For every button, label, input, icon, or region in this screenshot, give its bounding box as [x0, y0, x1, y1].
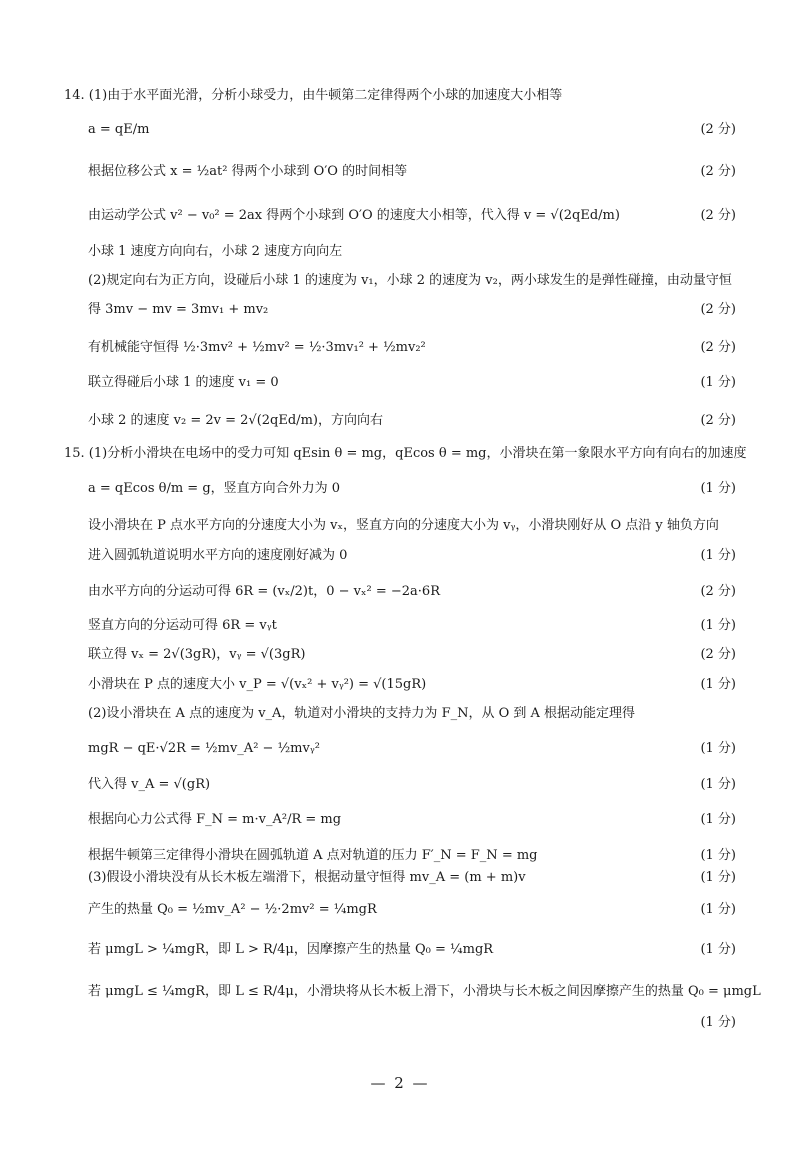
line-1: [0, 84, 800, 108]
line-score: (2 分): [700, 122, 736, 137]
line-text: (2)规定向右为正方向，设碰后小球 1 的速度为 v₁，小球 2 的速度为 v₂，两小球发生的是弹性碰撞，由动量守恒: [88, 273, 732, 288]
line-score: (1 分): [700, 741, 736, 756]
line-15: [0, 580, 800, 604]
line-score: (2 分): [700, 208, 736, 223]
line-text: 若 μmgL ≤ ¼mgR，即 L ≤ R/4μ，小滑块将从长木板上滑下，小滑块与长木板之间因摩擦产生的热量 Q₀ = μmgL: [88, 984, 761, 999]
line-8: [0, 336, 800, 360]
line-2: [0, 118, 800, 142]
line-text: 设小滑块在 P 点水平方向的分速度大小为 vₓ，竖直方向的分速度大小为 vᵧ，小滑块刚好从 O 点沿 y 轴负方向: [88, 518, 719, 533]
line-text: (2)设小滑块在 A 点的速度为 v_A，轨道对小滑块的支持力为 F_N，从 O 到 A 根据动能定理得: [88, 706, 636, 721]
line-score: (1 分): [700, 1015, 736, 1030]
line-5: [0, 240, 800, 264]
line-text: 根据牛顿第三定律得小滑块在圆弧轨道 A 点对轨道的压力 F′_N = F_N = mg: [88, 848, 538, 863]
line-score: (1 分): [700, 375, 736, 390]
line-score: (2 分): [700, 647, 736, 662]
line-score: (1 分): [700, 548, 736, 563]
line-text: 代入得 v_A = √(gR): [88, 777, 211, 792]
line-score: (2 分): [700, 584, 736, 599]
line-score: (1 分): [700, 677, 736, 692]
line-text: 小球 2 的速度 v₂ = 2v = 2√(2qEd/m)，方向向右: [88, 413, 383, 428]
line-6: [0, 269, 800, 293]
line-14: [0, 544, 800, 568]
line-text: 15. (1)分析小滑块在电场中的受力可知 qEsin θ = mg，qEcos θ = mg，小滑块在第一象限水平方向有向右的加速度: [64, 446, 747, 461]
line-text: 根据向心力公式得 F_N = m·v_A²/R = mg: [88, 812, 342, 827]
line-19: [0, 702, 800, 726]
page-number: — 2 —: [370, 1074, 430, 1092]
line-score: (1 分): [700, 618, 736, 633]
line-score: (2 分): [700, 302, 736, 317]
line-text: 联立得 vₓ = 2√(3gR)，vᵧ = √(3gR): [88, 647, 306, 662]
line-score: (1 分): [700, 902, 736, 917]
line-text: 竖直方向的分运动可得 6R = vᵧt: [88, 618, 277, 633]
line-score: (1 分): [700, 942, 736, 957]
line-22: [0, 808, 800, 832]
line-10: [0, 409, 800, 433]
line-13: [0, 514, 800, 538]
line-text: 14. (1)由于水平面光滑，分析小球受力，由牛顿第二定律得两个小球的加速度大小相等: [64, 88, 563, 103]
line-text: mgR − qE·√2R = ½mv_A² − ½mvᵧ²: [88, 741, 320, 756]
line-text: 小球 1 速度方向向右，小球 2 速度方向向左: [88, 244, 343, 259]
line-text: 得 3mv − mv = 3mv₁ + mv₂: [88, 302, 269, 317]
line-9: [0, 371, 800, 395]
line-20: [0, 737, 800, 761]
line-score: (2 分): [700, 164, 736, 179]
line-text: 产生的热量 Q₀ = ½mv_A² − ½·2mv² = ¼mgR: [88, 902, 377, 917]
line-11: [0, 442, 800, 466]
line-text: 联立得碰后小球 1 的速度 v₁ = 0: [88, 375, 279, 390]
line-23: [0, 844, 800, 868]
line-21: [0, 773, 800, 797]
line-text: 若 μmgL > ¼mgR，即 L > R/4μ，因摩擦产生的热量 Q₀ = ¼mgR: [88, 942, 494, 957]
line-17: [0, 643, 800, 667]
line-25: [0, 898, 800, 922]
line-12: [0, 477, 800, 501]
line-text: 由水平方向的分运动可得 6R = (vₓ/2)t，0 − vₓ² = −2a·6R: [88, 584, 440, 599]
line-score: (1 分): [700, 812, 736, 827]
line-text: 根据位移公式 x = ½at² 得两个小球到 O′O 的时间相等: [88, 164, 408, 179]
line-text: 进入圆弧轨道说明水平方向的速度刚好减为 0: [88, 548, 348, 563]
line-score: (1 分): [700, 870, 736, 885]
line-28: [0, 1011, 800, 1035]
line-score: (1 分): [700, 777, 736, 792]
line-text: a = qEcos θ/m = g，竖直方向合外力为 0: [88, 481, 341, 496]
line-7: [0, 298, 800, 322]
line-24: [0, 866, 800, 890]
line-27: [0, 980, 800, 1004]
line-score: (1 分): [700, 848, 736, 863]
line-score: (1 分): [700, 481, 736, 496]
line-score: (2 分): [700, 340, 736, 355]
line-3: [0, 160, 800, 184]
line-text: (3)假设小滑块没有从长木板左端滑下，根据动量守恒得 mv_A = (m + m)v: [88, 870, 526, 885]
line-4: [0, 204, 800, 228]
line-18: [0, 673, 800, 697]
line-score: (2 分): [700, 413, 736, 428]
line-text: 小滑块在 P 点的速度大小 v_P = √(vₓ² + vᵧ²) = √(15gR): [88, 677, 427, 692]
line-text: a = qE/m: [88, 122, 150, 137]
line-text: 由运动学公式 v² − v₀² = 2ax 得两个小球到 O′O 的速度大小相等，代入得 v = √(2qEd/m): [88, 208, 620, 223]
line-16: [0, 614, 800, 638]
line-text: 有机械能守恒得 ½·3mv² + ½mv² = ½·3mv₁² + ½mv₂²: [88, 340, 426, 355]
line-26: [0, 938, 800, 962]
